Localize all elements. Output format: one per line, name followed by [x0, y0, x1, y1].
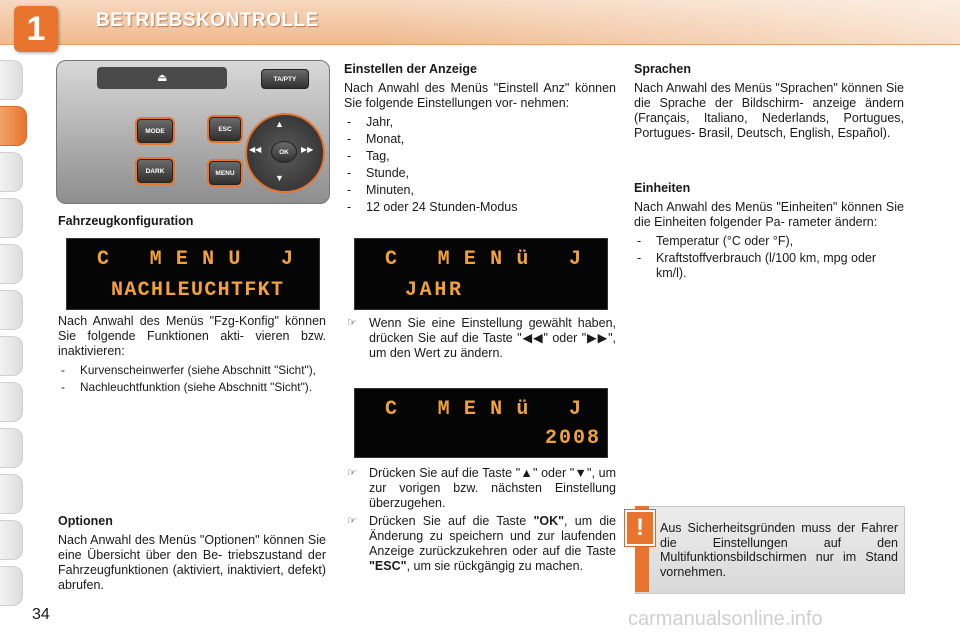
- control-panel-image: [56, 60, 330, 204]
- esc-key-label: "ESC": [369, 559, 407, 573]
- column-left-body: [58, 314, 326, 397]
- list-item: - Stunde,: [344, 166, 616, 181]
- units-text: Nach Anwahl des Menüs "Einheiten" können Sie die Einheiten folgender Pa- rameter ändern:: [634, 200, 904, 229]
- list-item: - Nachleuchtfunktion (siehe Abschnitt "Sicht").: [58, 380, 326, 395]
- ok-button[interactable]: OK: [271, 141, 297, 163]
- warning-exclamation-icon: !: [625, 510, 655, 546]
- list-item: - Temperatur (°C oder °F),: [634, 234, 904, 249]
- display-settings-intro: Nach Anwahl des Menüs "Einstell Anz" können Sie folgende Einstellungen vor- nehmen:: [344, 81, 616, 110]
- hint-text-mid: , um die Änderung zu speichern und zur laufenden Anzeige zurückzukehren oder auf die Taste: [369, 514, 617, 558]
- side-tab[interactable]: [0, 520, 23, 560]
- side-tab[interactable]: [0, 244, 23, 284]
- list-item: - Monat,: [344, 132, 616, 147]
- list-item: - Minuten,: [344, 183, 616, 198]
- mode-button[interactable]: MODE: [137, 119, 173, 143]
- side-tab[interactable]: [0, 152, 23, 192]
- rewind-icon[interactable]: ◀◀: [249, 145, 262, 154]
- display-settings-list: [344, 115, 616, 215]
- chapter-number-tab: [14, 6, 58, 52]
- lcd-line-menu: C MENü J: [385, 398, 581, 421]
- list-item: - Kraftstoffverbrauch (l/100 km, mpg oder km/l).: [634, 251, 904, 281]
- lcd-line-nachleuchtfkt: NACHLEUCHTFKT: [111, 279, 283, 302]
- side-tab[interactable]: [0, 566, 23, 606]
- hint-text: Wenn Sie eine Einstellung gewählt haben, drücken Sie auf die Taste "◀◀" oder "▶▶", um den Wert zu ändern.: [369, 316, 616, 360]
- hand-pointer-icon: ☞: [347, 317, 357, 329]
- units-list: [634, 234, 904, 281]
- config-list: [58, 363, 326, 395]
- list-item: - Jahr,: [344, 115, 616, 130]
- side-tab[interactable]: [0, 382, 23, 422]
- side-tab[interactable]: [0, 60, 23, 100]
- section-heading-languages: Sprachen: [634, 62, 691, 76]
- hint-text-post: , um sie rückgängig zu machen.: [406, 559, 584, 573]
- section-heading-units: Einheiten: [634, 181, 691, 195]
- dark-button[interactable]: DARK: [137, 159, 173, 183]
- lcd-screen-year: [354, 238, 608, 310]
- eject-icon: ⏏: [157, 72, 168, 84]
- page-number: 34: [32, 606, 50, 623]
- lcd-screen-config: [66, 238, 320, 310]
- list-item: - Tag,: [344, 149, 616, 164]
- side-tab[interactable]: [0, 336, 23, 376]
- esc-button[interactable]: ESC: [209, 117, 241, 141]
- side-tab[interactable]: [0, 198, 23, 238]
- ta-pty-button[interactable]: TA/PTY: [261, 69, 309, 89]
- list-item: - Kurvenscheinwerfer (siehe Abschnitt "Sicht"),: [58, 363, 326, 378]
- arrow-down-icon[interactable]: ▼: [275, 173, 284, 183]
- side-tab-active[interactable]: [0, 106, 27, 146]
- lcd-line-menu: C MENü J: [385, 248, 581, 271]
- chapter-side-tabs: [0, 60, 26, 612]
- chapter-number: 1: [26, 9, 46, 48]
- side-tab[interactable]: [0, 290, 23, 330]
- languages-text: Nach Anwahl des Menüs "Sprachen" können Sie die Sprache der Bildschirm- anzeige ändern (Français, Italiano, Nederlands, Portugues, Portugues- Brasil, Deutsch, English, Español).: [634, 81, 904, 140]
- lcd-screen-2008: [354, 388, 608, 458]
- options-text: Nach Anwahl des Menüs "Optionen" können Sie eine Übersicht über den Be- triebszustand der Fahrzeugfunktionen (aktiviert, inaktiviert, defekt) abrufen.: [58, 533, 326, 592]
- ok-key-label: "OK": [533, 514, 565, 528]
- units-section: [634, 181, 904, 283]
- fast-forward-icon[interactable]: ▶▶: [301, 145, 314, 154]
- header-fade: [380, 0, 960, 44]
- lcd-line-2008: 2008: [545, 427, 599, 450]
- config-intro: Nach Anwahl des Menüs "Fzg-Konfig" können Sie folgende Funktionen akti- vieren bzw. inaktivieren:: [58, 314, 326, 358]
- hints-navigation: [344, 466, 616, 577]
- hand-pointer-icon: ☞: [347, 467, 357, 479]
- column-right: [634, 62, 904, 145]
- section-heading-options: Optionen: [58, 514, 113, 528]
- menu-button[interactable]: MENU: [209, 161, 241, 185]
- warning-text: Aus Sicherheitsgründen muss der Fahrer die Einstellungen auf den Multifunktionsbildschirmen nur im Stand vornehmen.: [660, 521, 898, 579]
- side-tab[interactable]: [0, 474, 23, 514]
- options-section: [58, 514, 326, 597]
- hint-change-value: [344, 316, 616, 364]
- side-tab[interactable]: [0, 428, 23, 468]
- hand-pointer-icon: ☞: [347, 515, 357, 527]
- section-heading-display-settings: Einstellen der Anzeige: [344, 62, 477, 76]
- column-middle: [344, 62, 616, 217]
- arrow-up-icon[interactable]: ▲: [275, 119, 284, 129]
- page-title: BETRIEBSKONTROLLE: [96, 10, 319, 31]
- watermark: carmanualsonline.info: [628, 608, 823, 630]
- list-item: - 12 oder 24 Stunden-Modus: [344, 200, 616, 215]
- hint-text-pre: Drücken Sie auf die Taste: [369, 514, 534, 528]
- hint-text: Drücken Sie auf die Taste "▲" oder "▼", um zur vorigen bzw. nächsten Einstellung überzugehen.: [369, 466, 616, 510]
- column-left: [58, 214, 328, 233]
- lcd-line-menu: C MENU J: [97, 248, 293, 271]
- section-heading-vehicle-config: Fahrzeugkonfiguration: [58, 214, 194, 228]
- lcd-line-jahr: JAHR: [405, 279, 461, 302]
